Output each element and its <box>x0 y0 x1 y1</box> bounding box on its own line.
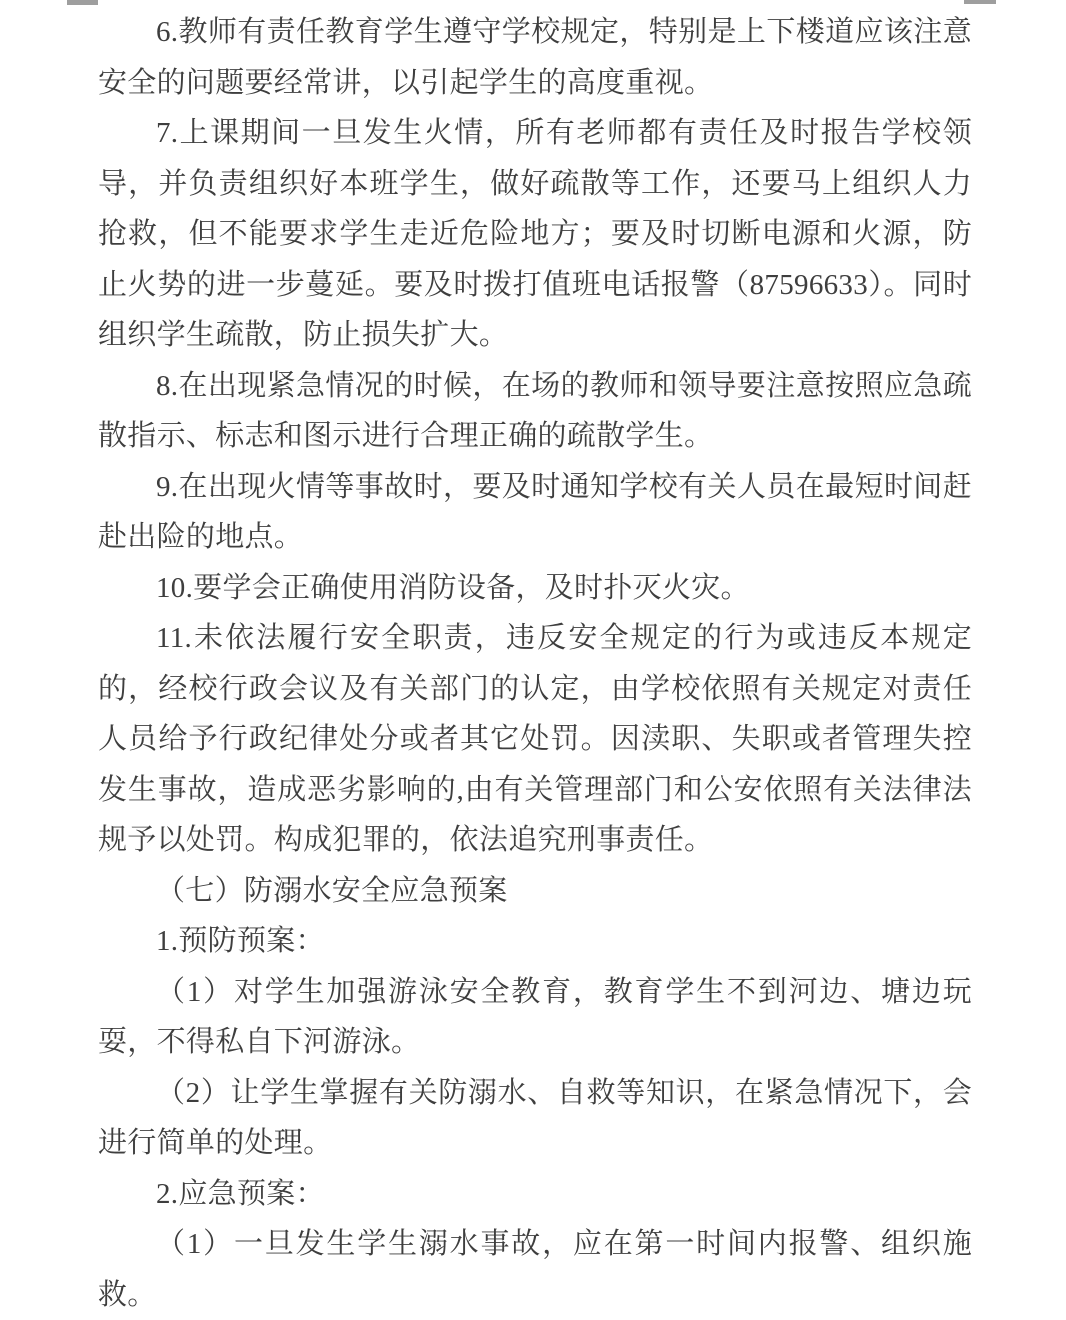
scan-artifact-top-left <box>67 0 98 5</box>
subheading-prevention-plan: 1.预防预案： <box>156 925 325 957</box>
paragraph-prevention-2: （2）让学生掌握有关防溺水、自救等知识，在紧急情况下，会进行简单的处理。 <box>98 1076 972 1159</box>
subheading-emergency-plan: 2.应急预案： <box>156 1177 325 1210</box>
paragraph-item-9: 9.在出现火情等事故时，要及时通知学校有关人员在最短时间赶赴出险的地点。 <box>98 470 972 553</box>
document-body-text <box>98 7 972 1320</box>
section-heading-7-drowning: （七）防溺水安全应急预案 <box>156 874 508 907</box>
paragraph-item-10: 10.要学会正确使用消防设备，及时扑灭火灾。 <box>156 571 750 604</box>
scan-artifact-top-right <box>964 0 996 4</box>
paragraph-item-6: 6.教师有责任教育学生遵守学校规定，特别是上下楼道应该注意安全的问题要经常讲，以引起学生的高度重视。 <box>98 16 972 99</box>
paragraph-item-11: 11.未依法履行安全职责，违反安全规定的行为或违反本规定的，经校行政会议及有关部门的认定，由学校依照有关规定对责任人员给予行政纪律处分或者其它处罚。因渎职、失职或者管理失控发生事故，造成恶劣影响的,由有关管理部门和公安依照有关法律法规予以处罚。构成犯罪的，依法追究刑事责任。 <box>98 622 972 856</box>
paragraph-emergency-1: （1）一旦发生学生溺水事故，应在第一时间内报警、组织施救。 <box>98 1228 972 1311</box>
paragraph-item-8: 8.在出现紧急情况的时候，在场的教师和领导要注意按照应急疏散指示、标志和图示进行合理正确的疏散学生。 <box>98 369 972 452</box>
paragraph-prevention-1: （1）对学生加强游泳安全教育，教育学生不到河边、塘边玩耍，不得私自下河游泳。 <box>98 975 972 1058</box>
paragraph-item-7: 7.上课期间一旦发生火情，所有老师都有责任及时报告学校领导，并负责组织好本班学生，做好疏散等工作，还要马上组织人力抢救，但不能要求学生走近危险地方；要及时切断电源和火源，防止火势的进一步蔓延。要及时拨打值班电话报警（87596633）。同时组织学生疏散，防止损失扩大。 <box>98 117 972 351</box>
